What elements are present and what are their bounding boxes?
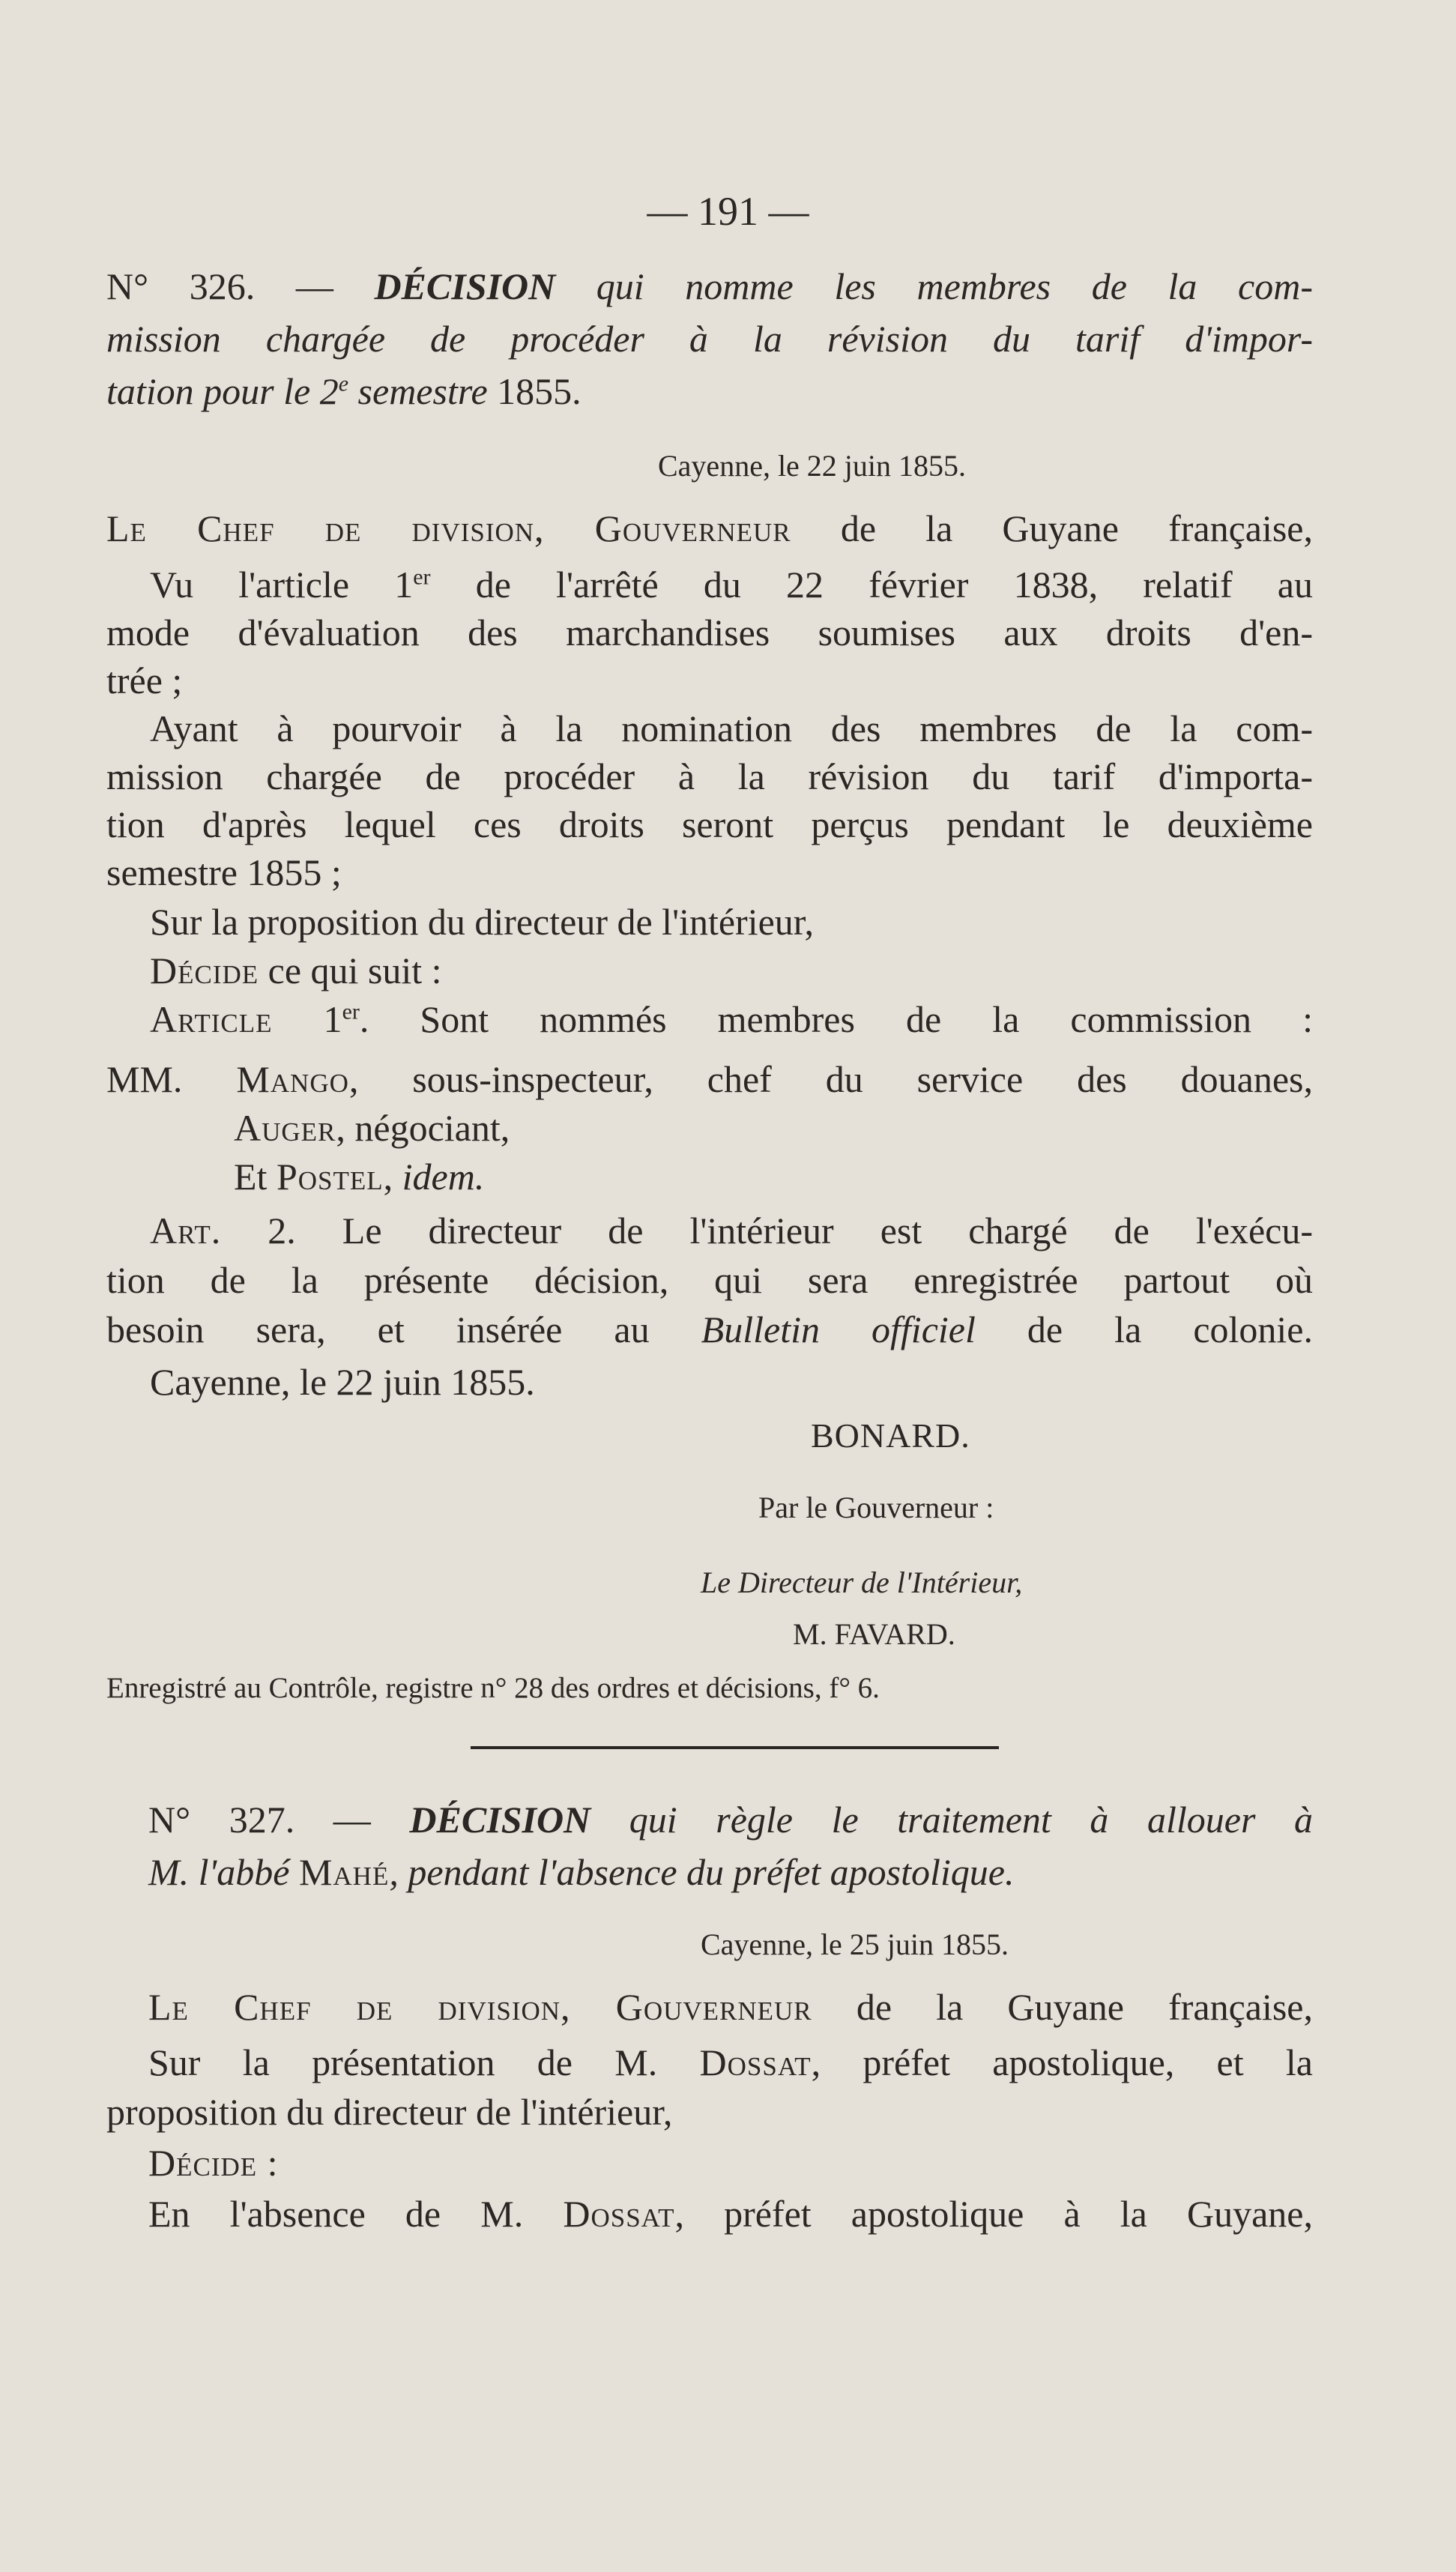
ayant-line-4: semestre 1855 ; [106, 851, 342, 893]
chef-line [106, 506, 1313, 552]
sur-presentation-line-2: proposition du directeur de l'intérieur, [106, 2091, 673, 2133]
vu-line-2: mode d'évaluation des marchandises soumises aux droits d'en- [106, 612, 1313, 653]
person-name: Dossat [699, 2041, 812, 2083]
sur-line: Sur la proposition du directeur de l'intérieur, [150, 901, 814, 943]
en-text: En l'absence de M. [148, 2193, 564, 2235]
vu-line-1 [150, 562, 1313, 609]
mm-line [106, 1057, 1313, 1103]
signature-bonard: BONARD. [811, 1416, 970, 1455]
page-number: — 191 — [647, 189, 809, 234]
ayant-line-1: Ayant à pourvoir à la nomination des membres de la com- [150, 707, 1313, 749]
article-text: 2. Le directeur de l'intérieur est chargé de l'exécu- [221, 1210, 1313, 1252]
member-desc: , négociant, [336, 1107, 510, 1149]
ayant-line-3: tion d'après lequel ces droits seront perçus pendant le deuxième [106, 803, 1313, 845]
decision-326-title-line-3 [106, 369, 582, 414]
decision-327-title-line-2 [148, 1850, 1014, 1895]
dateline-2: Cayenne, le 25 juin 1855. [701, 1928, 1009, 1961]
decision-326-title-line-2: mission chargée de procéder à la révision du tarif d'impor- [106, 318, 1313, 360]
vu-line-3: trée ; [106, 659, 183, 701]
bulletin-title: Bulletin officiel [701, 1308, 976, 1350]
chef-title: Le Chef de division, Gouverneur [106, 507, 791, 549]
article-word: Article [150, 998, 273, 1040]
member-name: Mango [236, 1058, 349, 1100]
postel-comma: , [383, 1156, 402, 1198]
favard-signature: M. FAVARD. [793, 1617, 955, 1651]
article-word: Art. [150, 1210, 222, 1252]
decision-number: N° 326. — [106, 265, 333, 307]
article-sup: er [342, 999, 360, 1024]
art2-text: besoin sera, et insérée au [106, 1308, 701, 1350]
decision-327-title-line-1 [148, 1797, 1313, 1844]
member-desc: , sous-inspecteur, chef du service des douanes, [348, 1058, 1313, 1100]
chef-rest: de la Guyane française, [840, 507, 1313, 549]
title-text: qui règle le traitement à allouer à [629, 1799, 1313, 1841]
title-text: qui nomme les membres de la com- [596, 265, 1313, 307]
postel-idem: idem. [402, 1156, 485, 1198]
par-le-gouverneur: Par le Gouverneur : [758, 1491, 994, 1524]
title-text: tation pour le 2 [106, 370, 339, 412]
decision-number: N° 327. — [148, 1799, 371, 1841]
closing-date: Cayenne, le 22 juin 1855. [150, 1361, 535, 1403]
article-1-line [150, 997, 1313, 1043]
postel-prefix: Et [234, 1156, 277, 1198]
sur-text: , préfet apostolique, et la [811, 2041, 1313, 2083]
vu-sup: er [413, 564, 431, 590]
article-2-line-1 [150, 1208, 1313, 1255]
decide-rest: ce qui suit : [259, 950, 442, 991]
member-name: Postel [276, 1156, 384, 1198]
chef-rest: de la Guyane française, [856, 1986, 1313, 2028]
title-text: semestre [357, 370, 488, 412]
member-name: Auger [234, 1107, 336, 1149]
decision-326-title-line-1 [106, 264, 1313, 310]
separator-rule [471, 1746, 999, 1749]
auger-line [234, 1105, 510, 1150]
title-text: , pendant l'absence du préfet apostolique. [389, 1851, 1015, 1893]
decide-word: Décide [150, 950, 259, 991]
en-text: , préfet apostolique à la Guyane, [674, 2193, 1313, 2235]
article-2-line-3 [106, 1307, 1313, 1353]
decision-heading: DÉCISION [374, 265, 556, 307]
en-absence-line [148, 2191, 1313, 2238]
article-2-line-2: tion de la présente décision, qui sera enregistrée partout où [106, 1259, 1313, 1301]
vu-text: Vu l'article 1 [150, 564, 414, 606]
person-name: Dossat [563, 2193, 675, 2235]
sur-presentation-line-1 [148, 2040, 1313, 2086]
decide-line-2: Décide : [148, 2142, 279, 2184]
ayant-line-2: mission chargée de procéder à la révision du tarif d'importa- [106, 755, 1313, 797]
chef-title: Le Chef de division, Gouverneur [148, 1986, 812, 2028]
title-sup: e [338, 371, 349, 396]
title-year: 1855. [497, 370, 582, 412]
postel-line [234, 1154, 484, 1199]
decide-line [150, 948, 442, 993]
article-text: . Sont nommés membres de la commission : [359, 998, 1313, 1040]
directeur-title: Le Directeur de l'Intérieur, [701, 1566, 1023, 1599]
sur-text: Sur la présentation de M. [148, 2041, 700, 2083]
decision-heading: DÉCISION [409, 1799, 591, 1841]
article-number: 1 [272, 998, 342, 1040]
vu-text: de l'arrêté du 22 février 1838, relatif au [430, 564, 1313, 606]
chef-line-2 [148, 1984, 1313, 2031]
person-name: Mahé [298, 1851, 390, 1893]
mm-prefix: MM. [106, 1058, 237, 1100]
art2-text: de la colonie. [975, 1308, 1313, 1350]
enregistre-line: Enregistré au Contrôle, registre n° 28 des ordres et décisions, f° 6. [106, 1672, 880, 1704]
title-text: M. l'abbé [148, 1851, 299, 1893]
dateline: Cayenne, le 22 juin 1855. [658, 449, 967, 483]
